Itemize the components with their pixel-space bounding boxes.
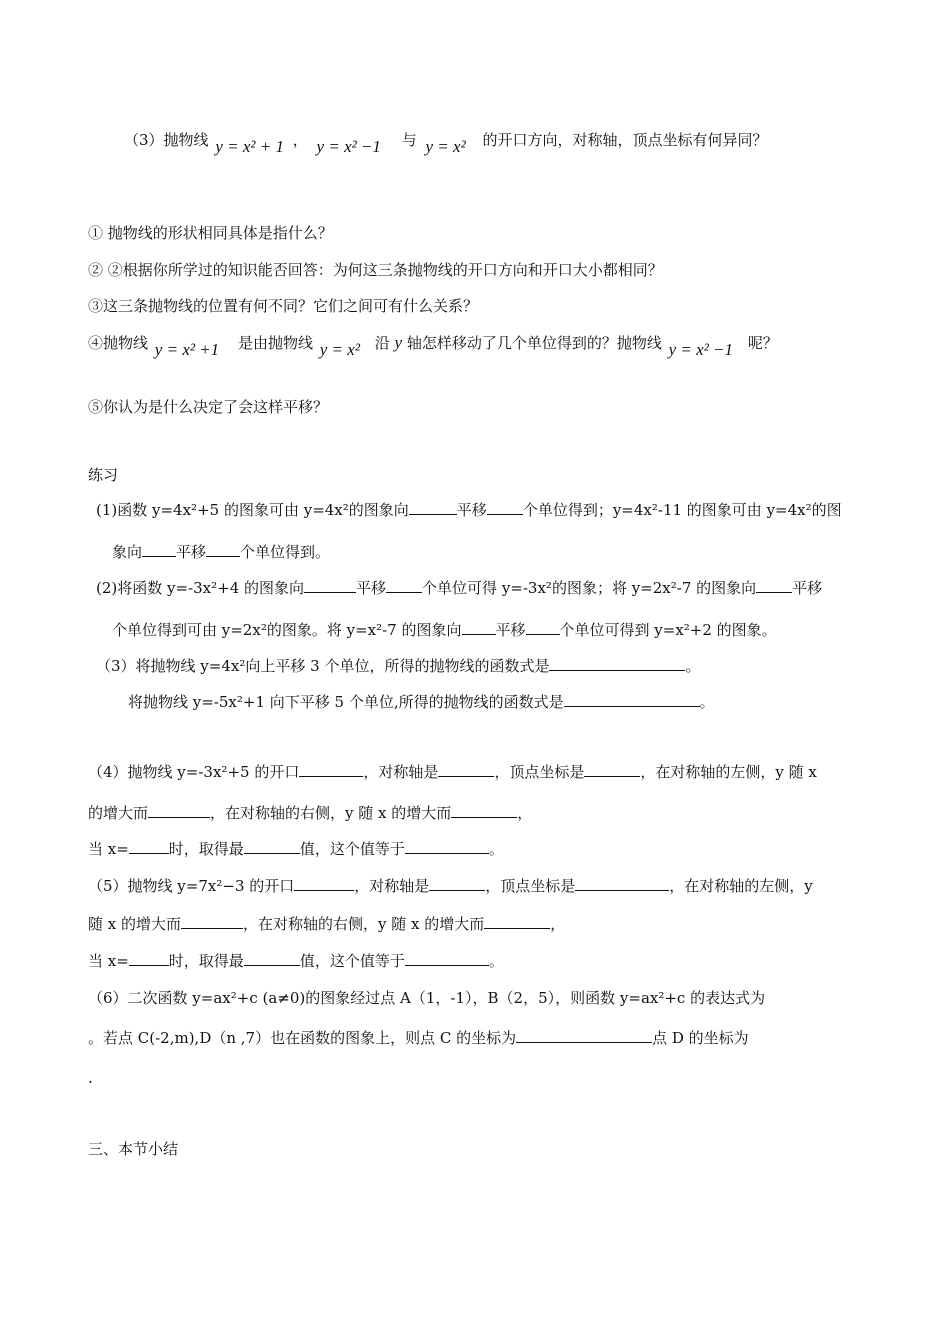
answer-blank[interactable] xyxy=(142,542,176,557)
text: ，在对称轴的右侧，y 随 x 的增大而 xyxy=(210,804,452,822)
text: 平移 xyxy=(176,543,207,561)
text: 的增大而 xyxy=(88,804,149,822)
question-3-prefix: （3）抛物线 xyxy=(124,131,209,149)
question-3 xyxy=(124,130,768,156)
answer-blank[interactable] xyxy=(564,692,700,707)
sub-question-1: ① 抛物线的形状相同具体是指什么？ xyxy=(88,224,333,242)
practice-2-line-2 xyxy=(112,620,777,640)
practice-2-line-1 xyxy=(96,578,822,598)
text: 个单位得到；y=4x²-11 的图象可由 y=4x²的图 xyxy=(522,501,842,519)
practice-heading: 练习 xyxy=(88,466,119,484)
answer-blank[interactable] xyxy=(409,500,457,515)
text: ， xyxy=(517,804,533,822)
practice-5-line-3 xyxy=(88,951,504,971)
text: （3）将抛物线 y=4x²向上平移 3 个单位，所得的抛物线的函数式是 xyxy=(96,657,550,675)
text: ，在对称轴的左侧，y xyxy=(669,877,813,895)
answer-blank[interactable] xyxy=(304,578,356,593)
text: ，对称轴是 xyxy=(354,877,430,895)
text: 个单位可得 y=-3x²的图象；将 y=2x²-7 的图象向 xyxy=(422,579,757,597)
answer-blank[interactable] xyxy=(429,876,485,891)
answer-blank[interactable] xyxy=(405,839,489,854)
answer-blank[interactable] xyxy=(438,762,494,777)
answer-blank[interactable] xyxy=(129,951,169,966)
text: 轴怎样移动了几个单位得到的？抛物线 xyxy=(406,334,662,352)
answer-blank[interactable] xyxy=(451,803,517,818)
answer-blank[interactable] xyxy=(584,762,640,777)
text: 平移 xyxy=(495,621,526,639)
answer-blank[interactable] xyxy=(148,803,210,818)
question-3-suffix: 的开口方向，对称轴，顶点坐标有何异同？ xyxy=(482,131,768,149)
practice-1-line-2 xyxy=(112,542,330,562)
answer-blank[interactable] xyxy=(526,620,560,635)
text: ，顶点坐标是 xyxy=(485,877,576,895)
practice-3-line-1 xyxy=(96,656,700,676)
answer-blank[interactable] xyxy=(244,839,300,854)
text: 值，这个值等于 xyxy=(299,840,405,858)
text: （5）抛物线 y=7x²−3 的开口 xyxy=(88,877,295,895)
formula-2: y = x² −1 xyxy=(316,137,381,156)
text: ，对称轴是 xyxy=(363,763,439,781)
text: 。 xyxy=(488,952,504,970)
practice-3-line-2 xyxy=(128,692,715,712)
text: ，在对称轴的右侧，y 随 x 的增大而 xyxy=(243,915,485,933)
answer-blank[interactable] xyxy=(462,620,496,635)
text: ，在对称轴的左侧，y 随 x xyxy=(640,763,817,781)
answer-blank[interactable] xyxy=(484,914,550,929)
answer-blank[interactable] xyxy=(549,656,685,671)
formula-1: y = x² + 1 xyxy=(215,137,284,156)
formula: y = x² +1 xyxy=(154,340,220,359)
text: ，顶点坐标是 xyxy=(494,763,585,781)
practice-5-line-1 xyxy=(88,876,813,896)
text: 沿 xyxy=(374,334,390,352)
text: 平移 xyxy=(456,501,487,519)
text: 。 xyxy=(699,693,715,711)
formula: y xyxy=(394,333,403,352)
answer-blank[interactable] xyxy=(206,542,240,557)
text: 时，取得最 xyxy=(168,952,244,970)
formula: y = x² xyxy=(319,340,360,359)
practice-6-line-2 xyxy=(88,1028,749,1048)
text: 当 x= xyxy=(88,952,129,970)
practice-4-line-3 xyxy=(88,839,504,859)
text: 时，取得最 xyxy=(168,840,244,858)
text: 。 xyxy=(488,840,504,858)
answer-blank[interactable] xyxy=(487,500,523,515)
text: 随 x 的增大而 xyxy=(88,915,181,933)
text: ④抛物线 xyxy=(88,334,149,352)
text: （4）抛物线 y=-3x²+5 的开口 xyxy=(88,763,300,781)
text: 值，这个值等于 xyxy=(299,952,405,970)
text: 象向 xyxy=(112,543,143,561)
answer-blank[interactable] xyxy=(386,578,422,593)
formula: y = x² −1 xyxy=(668,340,734,359)
practice-5-line-2 xyxy=(88,914,565,934)
answer-blank[interactable] xyxy=(575,876,669,891)
answer-blank[interactable] xyxy=(405,951,489,966)
answer-blank[interactable] xyxy=(294,876,354,891)
practice-4-line-2 xyxy=(88,803,532,823)
answer-blank[interactable] xyxy=(756,578,792,593)
text: 平移 xyxy=(792,579,823,597)
sub-question-3: ③这三条抛物线的位置有何不同？它们之间可有什么关系？ xyxy=(88,297,479,315)
practice-6-line-3: . xyxy=(88,1069,93,1087)
practice-1-line-1 xyxy=(96,500,842,520)
answer-blank[interactable] xyxy=(299,762,363,777)
text: 。 xyxy=(685,657,701,675)
practice-6-line-1: （6）二次函数 y=ax²+c (a≠0)的图象经过点 A（1，-1），B（2，5），则函数 y=ax²+c 的表达式为 xyxy=(88,989,766,1007)
sub-question-5: ⑤你认为是什么决定了会这样平移？ xyxy=(88,398,329,416)
text: (1)函数 y=4x²+5 的图象可由 y=4x²的图象向 xyxy=(96,501,409,519)
text: 平移 xyxy=(356,579,387,597)
answer-blank[interactable] xyxy=(244,951,300,966)
practice-4-line-1 xyxy=(88,762,817,782)
text: 个单位可得到 y=x²+2 的图象。 xyxy=(559,621,777,639)
answer-blank[interactable] xyxy=(129,839,169,854)
text: 个单位得到。 xyxy=(240,543,331,561)
answer-blank[interactable] xyxy=(516,1028,652,1043)
sub-question-4 xyxy=(88,333,778,359)
summary-heading: 三、本节小结 xyxy=(88,1140,179,1158)
text: (2)将函数 y=-3x²+4 的图象向 xyxy=(96,579,305,597)
text: 个单位得到可由 y=2x²的图象。将 y=x²-7 的图象向 xyxy=(112,621,462,639)
sub-question-2: ② ②根据你所学过的知识能否回答：为何这三条抛物线的开口方向和开口大小都相同？ xyxy=(88,261,663,279)
answer-blank[interactable] xyxy=(181,914,243,929)
text: 是由抛物线 xyxy=(237,334,313,352)
with-word: 与 xyxy=(401,131,417,149)
text: 。若点 C(-2,m),D（n ,7）也在函数的图象上，则点 C 的坐标为 xyxy=(88,1029,517,1047)
text: 当 x= xyxy=(88,840,129,858)
text: 将抛物线 y=-5x²+1 向下平移 5 个单位,所得的抛物线的函数式是 xyxy=(128,693,564,711)
text: 呢？ xyxy=(747,334,778,352)
comma: ， xyxy=(292,131,308,149)
formula-3: y = x² xyxy=(425,137,466,156)
text: ， xyxy=(550,915,566,933)
text: 点 D 的坐标为 xyxy=(652,1029,749,1047)
